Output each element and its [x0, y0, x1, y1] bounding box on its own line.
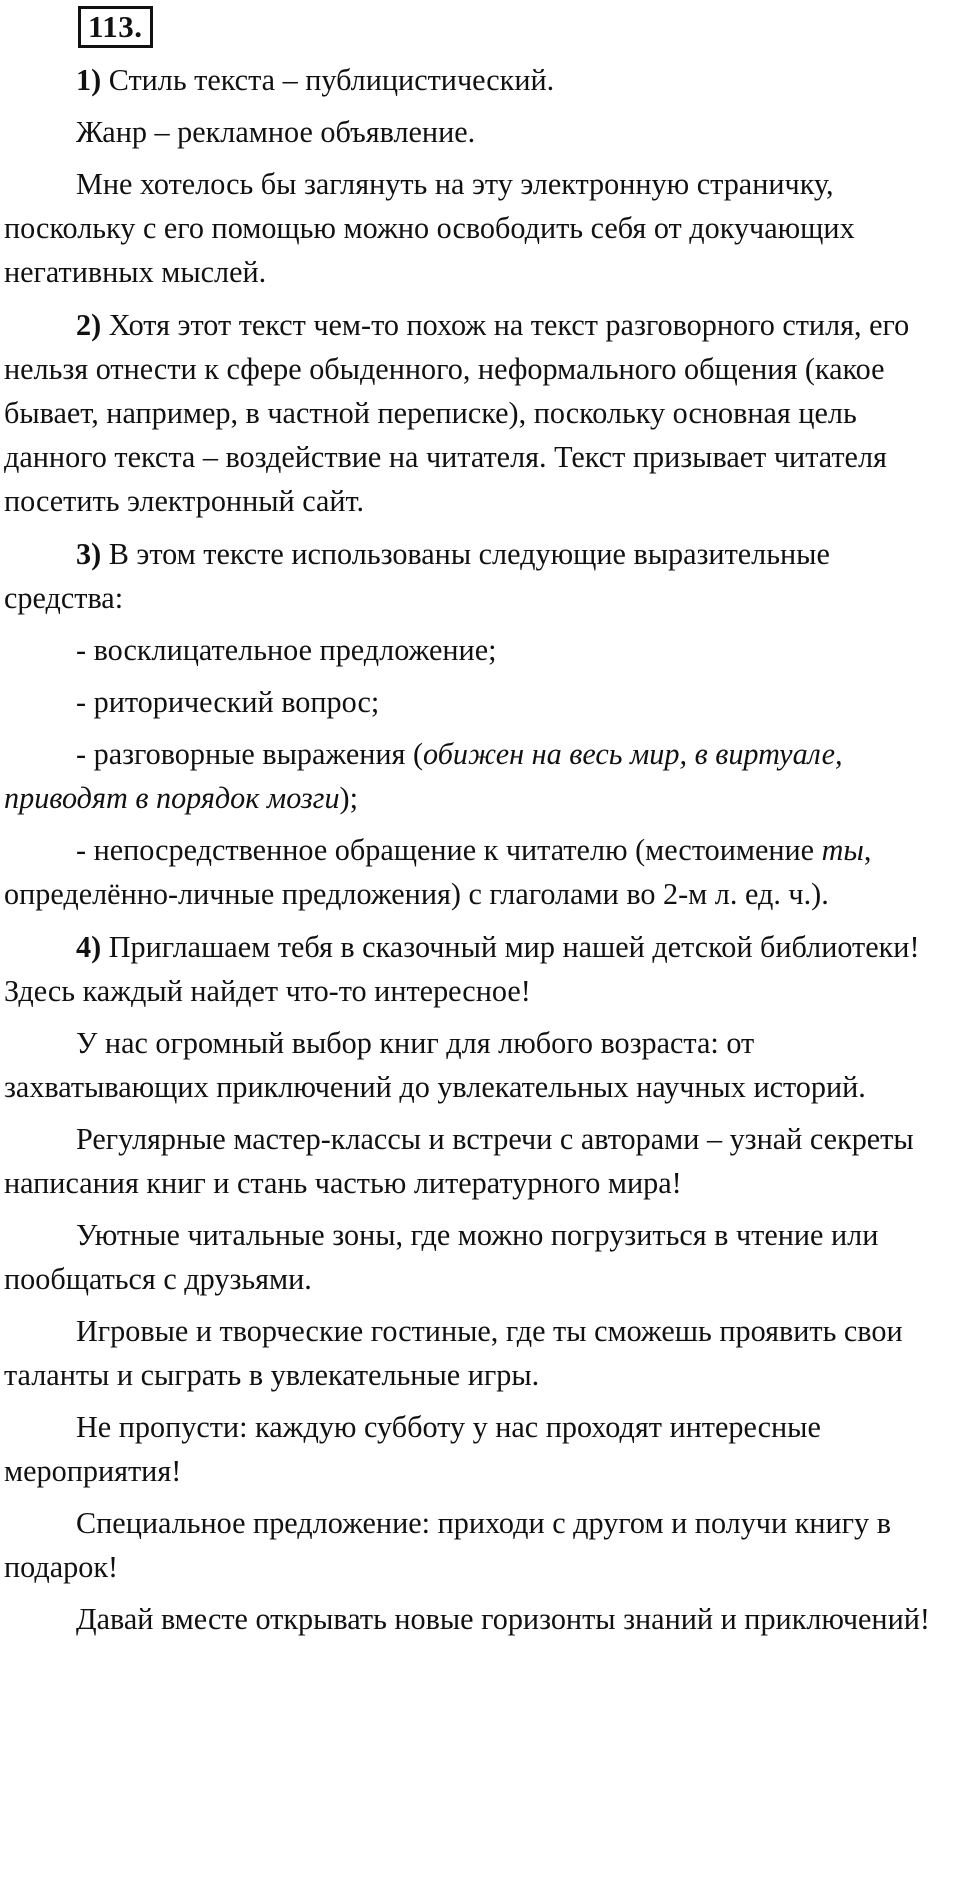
part2-text: Хотя этот текст чем-то похож на текст разговорного стиля, его нельзя отнести к сфере обыденного, неформального общения (какое бывает, например, в частной переписке), поскольку основная цель данного текста – воздействие на читателя. Текст призывает читателя посетить электронный сайт. — [4, 308, 910, 518]
part4-paragraph-3: Регулярные мастер-классы и встречи с авторами – узнай секреты написания книг и стань частью литературного мира! — [4, 1122, 914, 1200]
part3-list-item-1: - восклицательное предложение; — [76, 633, 497, 667]
part3-item4-end: , определённо-личные предложения) с глаголами во 2-м л. ед. ч.). — [4, 833, 872, 911]
part1-label: 1) — [76, 63, 102, 97]
part2-label: 2) — [76, 308, 102, 342]
part4-paragraph-5: Игровые и творческие гостиные, где ты сможешь проявить свои таланты и сыграть в увлекательные игры. — [4, 1314, 903, 1392]
part3-list-item-2: - риторический вопрос; — [76, 685, 380, 719]
part1-style-text: Стиль текста – публицистический. — [101, 63, 555, 97]
part1-genre-paragraph: Жанр – рекламное объявление. — [76, 115, 476, 149]
part3-list-item-3 — [4, 732, 956, 820]
part3-item3-examples: обижен на весь мир, в виртуале, приводят в порядок мозги — [4, 737, 843, 815]
part4-label: 4) — [76, 930, 102, 964]
part3-label: 3) — [76, 537, 102, 571]
part4-text-1: Приглашаем тебя в сказочный мир нашей детской библиотеки! Здесь каждый найдет что-то интересное! — [4, 930, 920, 1008]
part3-list-item-4 — [4, 828, 956, 916]
part4-paragraph-2: У нас огромный выбор книг для любого возраста: от захватывающих приключений до увлекательных научных историй. — [4, 1026, 866, 1104]
part4-paragraph-8: Давай вместе открывать новые горизонты знаний и приключений! — [76, 1602, 930, 1636]
part3-item3-start: - разговорные выражения ( — [76, 737, 424, 771]
part3-intro-text: В этом тексте использованы следующие выразительные средства: — [4, 537, 830, 615]
part4-paragraph-7: Специальное предложение: приходи с другом и получи книгу в подарок! — [4, 1506, 891, 1584]
part4-paragraph-4: Уютные читальные зоны, где можно погрузиться в чтение или пообщаться с друзьями. — [4, 1218, 879, 1296]
part3-item4-start: - непосредственное обращение к читателю (местоимение — [76, 833, 822, 867]
task-number-box: 113. — [78, 6, 153, 48]
part3-item4-pronoun: ты — [821, 833, 864, 867]
part3-intro-paragraph — [4, 532, 956, 620]
part3-item3-end: ); — [339, 781, 358, 815]
part1-opinion-paragraph: Мне хотелось бы заглянуть на эту электронную страничку, поскольку с его помощью можно освободить себя от докучающих негативных мыслей. — [4, 167, 855, 289]
part4-paragraph-6: Не пропусти: каждую субботу у нас проходят интересные мероприятия! — [4, 1410, 821, 1488]
part2-paragraph — [4, 303, 956, 523]
part1-style-paragraph — [4, 58, 956, 102]
part4-paragraph-1 — [4, 925, 956, 1013]
answer-content — [4, 58, 956, 1649]
